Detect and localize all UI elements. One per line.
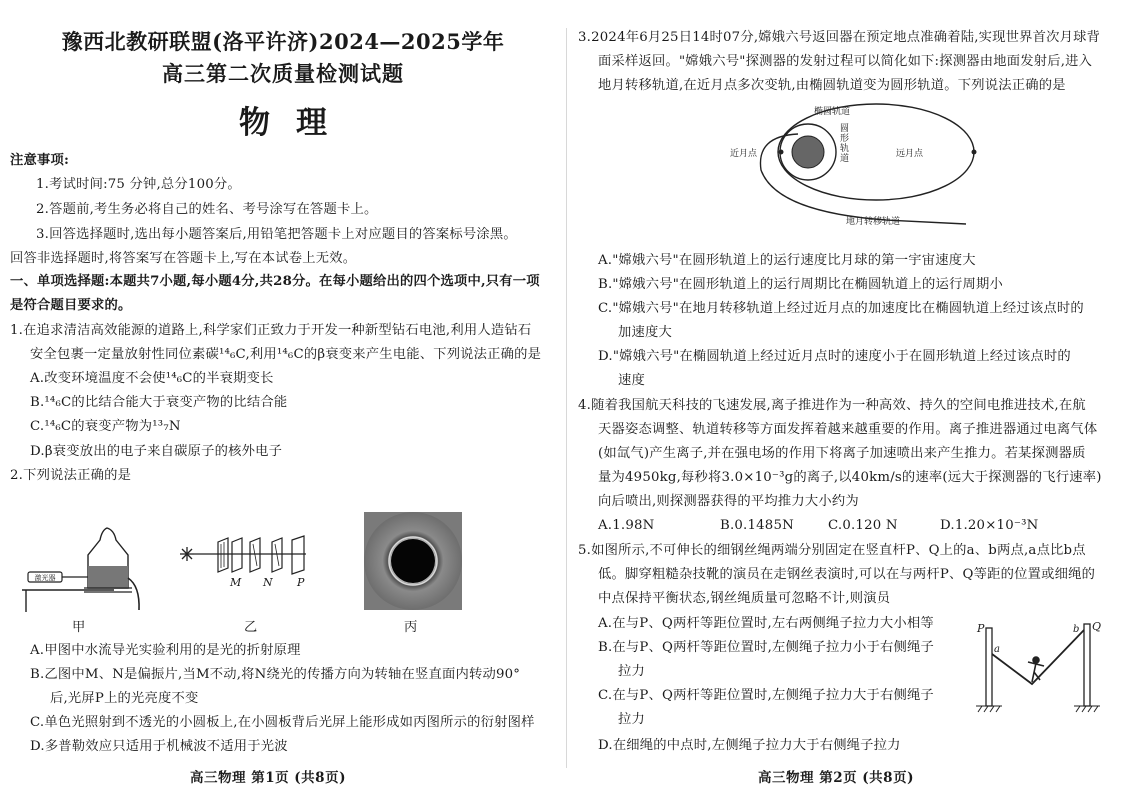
exam-title-line1: 豫西北教研联盟(洛平许济)2024—2025学年 [61, 29, 505, 54]
screen-label-p: P [297, 576, 305, 589]
question-3-stem: 地月转移轨道,在近月点多次变轨,由椭圆轨道变为圆形轨道。下列说法正确的是 [598, 78, 1066, 93]
polarizer-label-m: M [230, 576, 242, 589]
question-3-option-d: D."嫦娥六号"在椭圆轨道上经过近月点时的速度小于在圆形轨道上经过该点时的 [598, 349, 1071, 364]
question-3-option-a: A."嫦娥六号"在圆形轨道上的运行速度比月球的第一宇宙速度大 [598, 253, 976, 268]
question-4-option-d: D.1.20×10⁻³N [940, 518, 1039, 533]
question-2-option-b: B.乙图中M、N是偏振片,当M不动,将N绕光的传播方向为转轴在竖直面内转动90° [30, 667, 521, 682]
question-4-stem: (如氙气)产生离子,并在强电场的作用下将离子加速喷出来产生推力。若某探测器质 [598, 446, 1086, 461]
note-item: 3.回答选择题时,选出每小题答案后,用铅笔把答题卡上对应题目的答案标号涂黑。 [36, 227, 517, 242]
polarizer-label-n: N [263, 576, 273, 589]
page-2 [566, 0, 1131, 800]
question-4-stem: 量为4950kg,每秒将3.0×10⁻³g的离子,以40km/s的速率(远大于探测器的飞行速率) [598, 470, 1102, 485]
figure-water-light-guide [22, 520, 152, 620]
figure-lunar-orbits [730, 100, 1006, 240]
question-3-option-c: C."嫦娥六号"在地月转移轨道上经过近月点的加速度比在椭圆轨道上经过该点时的 [598, 301, 1084, 316]
question-2-option-a: A.甲图中水流导光实验利用的是光的折射原理 [30, 643, 301, 658]
question-2-option-c: C.单色光照射到不透光的小圆板上,在小圆板背后光屏上能形成如丙图所示的衍射图样 [30, 715, 535, 730]
question-4-stem: 天器姿态调整、轨道转移等方面发挥着越来越重要的作用。离子推进器通过电离气体 [598, 422, 1098, 437]
question-5-option-b-cont: 拉力 [618, 664, 645, 679]
section-heading: 是符合题目要求的。 [10, 298, 132, 313]
figure-label-jia: 甲 [72, 620, 86, 635]
question-5-option-c: C.在与P、Q两杆等距位置时,左侧绳子拉力大于右侧绳子 [598, 688, 934, 703]
question-3-option-c-cont: 加速度大 [618, 325, 672, 340]
question-1-option-d: D.β衰变放出的电子来自碳原子的核外电子 [30, 444, 283, 459]
ellipse-orbit-label: 椭圆轨道 [814, 107, 851, 117]
figure-label-yi: 乙 [244, 620, 258, 635]
question-1-option-b: B.¹⁴₆C的比结合能大于衰变产物的比结合能 [30, 395, 288, 410]
point-label-a: a [994, 644, 1000, 655]
figure-tightrope [974, 618, 1124, 718]
exam-title-line2: 高三第二次质量检测试题 [162, 61, 404, 86]
question-5-stem: 5.如图所示,不可伸长的细钢丝绳两端分别固定在竖直杆P、Q上的a、b两点,a点比b点 [578, 543, 1086, 558]
point-label-b: b [1073, 624, 1080, 635]
question-1-option-a: A.改变环境温度不会使¹⁴₆C的半衰期变长 [30, 371, 274, 386]
question-5-option-a: A.在与P、Q两杆等距位置时,左右两侧绳子拉力大小相等 [598, 616, 934, 631]
question-3-stem: 面采样返回。"嫦娥六号"探测器的发射过程可以简化如下:探测器由地面发射后,进入 [598, 54, 1093, 69]
page-footer: 高三物理 第1页 (共8页) [190, 770, 346, 786]
figure-label-bing: 丙 [404, 620, 418, 635]
question-5-option-b: B.在与P、Q两杆等距位置时,左侧绳子拉力小于右侧绳子 [598, 640, 935, 655]
question-2-option-d: D.多普勒效应只适用于机械波不适用于光波 [30, 739, 288, 754]
question-3-option-b: B."嫦娥六号"在圆形轨道上的运行周期比在椭圆轨道上的运行周期小 [598, 277, 1003, 292]
subject-title: 物理 [239, 105, 353, 141]
question-4-option-c: C.0.120 N [828, 518, 898, 533]
apolune-label: 远月点 [896, 149, 924, 159]
notes-heading: 注意事项: [10, 153, 70, 168]
question-3-stem: 3.2024年6月25日14时07分,嫦娥六号返回器在预定地点准确着陆,实现世界首次月球背 [578, 30, 1101, 45]
question-5-option-c-cont: 拉力 [618, 712, 645, 727]
question-4-stem: 4.随着我国航天科技的飞速发展,离子推进作为一种高效、持久的空间电推进技术,在航 [578, 398, 1086, 413]
question-5-option-d: D.在细绳的中点时,左侧绳子拉力大于右侧绳子拉力 [598, 738, 901, 753]
question-2-option-b-cont: 后,光屏P上的光亮度不变 [50, 691, 199, 706]
laser-label: 激光器 [34, 574, 56, 582]
note-item: 2.答题前,考生务必将自己的姓名、考号涂写在答题卡上。 [36, 202, 378, 217]
page-footer: 高三物理 第2页 (共8页) [758, 770, 914, 786]
note-item: 1.考试时间:75 分钟,总分100分。 [36, 177, 241, 192]
question-1-stem: 安全包裹一定量放射性同位素碳¹⁴₆C,利用¹⁴₆C的β衰变来产生电能、下列说法正确的是 [30, 347, 542, 362]
section-heading: 一、单项选择题:本题共7小题,每小题4分,共28分。在每小题给出的四个选项中,只有一项 [10, 274, 540, 289]
question-1-option-c: C.¹⁴₆C的衰变产物为¹³₇N [30, 419, 181, 434]
figure-diffraction-pattern [364, 512, 462, 610]
note-item: 回答非选择题时,将答案写在答题卡上,写在本试卷上无效。 [10, 251, 357, 266]
question-4-stem: 向后喷出,则探测器获得的平均推力大小约为 [598, 494, 859, 509]
circle-orbit-label: 圆形轨道 [840, 124, 850, 164]
transfer-orbit-label: 地月转移轨道 [846, 217, 901, 227]
question-1-stem: 1.在追求清洁高效能源的道路上,科学家们正致力于开发一种新型钻石电池,利用人造钻石 [10, 323, 532, 338]
question-2-stem: 2.下列说法正确的是 [10, 468, 132, 483]
question-5-stem: 中点保持平衡状态,钢丝绳质量可忽略不计,则演员 [598, 591, 891, 606]
question-4-option-b: B.0.1485N [720, 518, 794, 533]
question-4-option-a: A.1.98N [598, 518, 655, 533]
pole-label-q: Q [1092, 620, 1102, 633]
question-5-stem: 低。脚穿粗糙杂技靴的演员在走钢丝表演时,可以在与两杆P、Q等距的位置或细绳的 [598, 567, 1096, 582]
question-3-option-d-cont: 速度 [618, 373, 645, 388]
perilune-label: 近月点 [730, 149, 758, 159]
pole-label-p: P [977, 622, 985, 635]
